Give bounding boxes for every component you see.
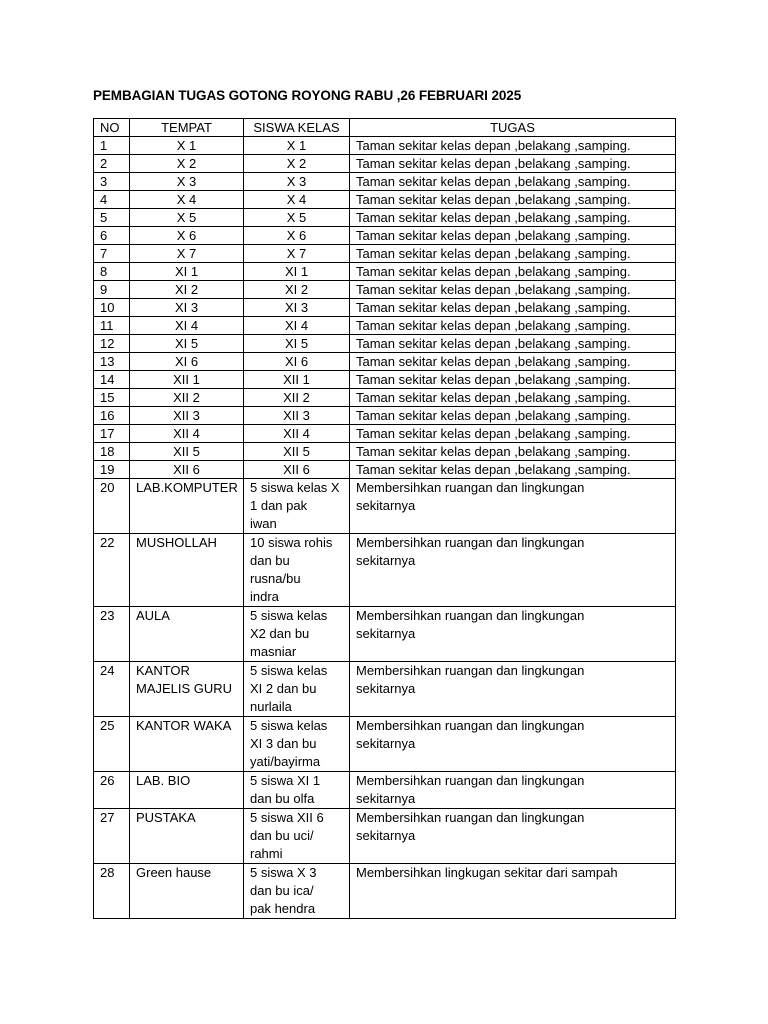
row-no: 11 — [94, 317, 130, 335]
row-siswa-kelas — [244, 864, 350, 919]
row-no: 24 — [94, 662, 130, 717]
row-siswa-kelas-line: nurlaila — [250, 699, 292, 714]
row-tempat — [130, 772, 244, 809]
row-no: 13 — [94, 353, 130, 371]
row-siswa-kelas: XII 4 — [244, 425, 350, 443]
row-tempat-line: LAB. BIO — [136, 773, 191, 788]
row-no: 27 — [94, 809, 130, 864]
row-no: 3 — [94, 173, 130, 191]
row-tugas: Taman sekitar kelas depan ,belakang ,samping. — [350, 425, 676, 443]
row-siswa-kelas-line: 5 siswa kelas — [250, 718, 328, 733]
row-siswa-kelas-line: dan bu ica/ — [250, 883, 314, 898]
row-tugas-line: sekitarnya — [356, 626, 416, 641]
row-no: 15 — [94, 389, 130, 407]
table-row — [94, 407, 676, 425]
table-row — [94, 137, 676, 155]
row-siswa-kelas-line: dan bu olfa — [250, 791, 315, 806]
row-tugas: Taman sekitar kelas depan ,belakang ,samping. — [350, 299, 676, 317]
table-row — [94, 299, 676, 317]
row-siswa-kelas-line: 5 siswa X 3 — [250, 865, 317, 880]
row-no: 26 — [94, 772, 130, 809]
row-tempat — [130, 864, 244, 919]
row-siswa-kelas: XI 3 — [244, 299, 350, 317]
row-tempat — [130, 534, 244, 607]
row-tempat — [130, 662, 244, 717]
table-row — [94, 389, 676, 407]
row-tugas: Taman sekitar kelas depan ,belakang ,samping. — [350, 389, 676, 407]
row-siswa-kelas-line: iwan — [250, 516, 277, 531]
row-tugas: Taman sekitar kelas depan ,belakang ,samping. — [350, 371, 676, 389]
row-tugas-line: sekitarnya — [356, 791, 416, 806]
table-header-row — [94, 119, 676, 137]
row-tugas — [350, 607, 676, 662]
row-siswa-kelas-line: 5 siswa kelas — [250, 608, 328, 623]
row-tugas-line: Membersihkan ruangan dan lingkungan — [356, 810, 585, 825]
row-siswa-kelas: X 5 — [244, 209, 350, 227]
row-tugas: Taman sekitar kelas depan ,belakang ,samping. — [350, 317, 676, 335]
row-tugas: Taman sekitar kelas depan ,belakang ,samping. — [350, 209, 676, 227]
table-row — [94, 772, 676, 809]
row-tempat: XI 1 — [130, 263, 244, 281]
row-tempat: X 4 — [130, 191, 244, 209]
row-tugas: Taman sekitar kelas depan ,belakang ,samping. — [350, 227, 676, 245]
row-no: 10 — [94, 299, 130, 317]
row-tempat — [130, 607, 244, 662]
row-no: 6 — [94, 227, 130, 245]
row-siswa-kelas: XI 5 — [244, 335, 350, 353]
row-no: 22 — [94, 534, 130, 607]
table-row — [94, 227, 676, 245]
row-siswa-kelas-line: pak hendra — [250, 901, 316, 916]
row-tempat: XII 3 — [130, 407, 244, 425]
table-row — [94, 209, 676, 227]
row-no: 7 — [94, 245, 130, 263]
row-tugas: Taman sekitar kelas depan ,belakang ,samping. — [350, 407, 676, 425]
table-row — [94, 191, 676, 209]
row-tempat-line: LAB.KOMPUTER — [136, 480, 238, 495]
row-tempat: X 2 — [130, 155, 244, 173]
row-siswa-kelas — [244, 662, 350, 717]
row-siswa-kelas: XI 4 — [244, 317, 350, 335]
row-siswa-kelas: XII 1 — [244, 371, 350, 389]
row-siswa-kelas — [244, 809, 350, 864]
row-tugas: Taman sekitar kelas depan ,belakang ,samping. — [350, 155, 676, 173]
table-row — [94, 317, 676, 335]
row-tempat: XII 4 — [130, 425, 244, 443]
row-siswa-kelas: XII 6 — [244, 461, 350, 479]
row-tempat: X 1 — [130, 137, 244, 155]
table-row — [94, 443, 676, 461]
row-siswa-kelas-line: masniar — [250, 644, 297, 659]
row-siswa-kelas — [244, 607, 350, 662]
row-tempat: X 7 — [130, 245, 244, 263]
table-row — [94, 425, 676, 443]
row-siswa-kelas-line: indra — [250, 589, 279, 604]
row-tempat-line: PUSTAKA — [136, 810, 196, 825]
row-no: 14 — [94, 371, 130, 389]
row-tempat: XII 6 — [130, 461, 244, 479]
table-row — [94, 809, 676, 864]
row-no: 2 — [94, 155, 130, 173]
table-row — [94, 461, 676, 479]
row-tempat: XI 3 — [130, 299, 244, 317]
row-siswa-kelas-line: 10 siswa rohis — [250, 535, 333, 550]
row-siswa-kelas: X 4 — [244, 191, 350, 209]
table-row — [94, 662, 676, 717]
row-tugas: Taman sekitar kelas depan ,belakang ,samping. — [350, 263, 676, 281]
row-tempat — [130, 717, 244, 772]
row-tugas — [350, 534, 676, 607]
row-siswa-kelas-line: X2 dan bu — [250, 626, 310, 641]
row-siswa-kelas: X 7 — [244, 245, 350, 263]
row-tugas — [350, 809, 676, 864]
row-siswa-kelas: X 1 — [244, 137, 350, 155]
row-tugas — [350, 864, 676, 919]
row-siswa-kelas-line: 1 dan pak — [250, 498, 308, 513]
row-no: 8 — [94, 263, 130, 281]
row-siswa-kelas-line: rahmi — [250, 846, 283, 861]
table-row — [94, 717, 676, 772]
row-tempat: X 6 — [130, 227, 244, 245]
table-row — [94, 534, 676, 607]
row-tugas: Taman sekitar kelas depan ,belakang ,samping. — [350, 461, 676, 479]
row-siswa-kelas — [244, 479, 350, 534]
row-tugas-line: sekitarnya — [356, 498, 416, 513]
row-tugas: Taman sekitar kelas depan ,belakang ,samping. — [350, 353, 676, 371]
row-siswa-kelas: XI 2 — [244, 281, 350, 299]
row-siswa-kelas: XI 6 — [244, 353, 350, 371]
row-tugas: Taman sekitar kelas depan ,belakang ,samping. — [350, 173, 676, 191]
table-row — [94, 263, 676, 281]
row-siswa-kelas — [244, 772, 350, 809]
table-row — [94, 607, 676, 662]
row-tugas: Taman sekitar kelas depan ,belakang ,samping. — [350, 281, 676, 299]
row-tempat — [130, 479, 244, 534]
row-siswa-kelas: X 3 — [244, 173, 350, 191]
row-siswa-kelas-line: XI 3 dan bu — [250, 736, 317, 751]
row-tempat-line: MAJELIS GURU — [136, 681, 233, 696]
row-tugas: Taman sekitar kelas depan ,belakang ,samping. — [350, 137, 676, 155]
row-tempat-line: AULA — [136, 608, 170, 623]
row-tempat-line: KANTOR — [136, 663, 190, 678]
row-tugas-line: sekitarnya — [356, 681, 416, 696]
row-tugas: Taman sekitar kelas depan ,belakang ,samping. — [350, 335, 676, 353]
row-tugas-line: Membersihkan ruangan dan lingkungan — [356, 535, 585, 550]
table-row — [94, 335, 676, 353]
row-tugas: Taman sekitar kelas depan ,belakang ,samping. — [350, 191, 676, 209]
header-tugas: TUGAS — [350, 119, 676, 137]
table-row — [94, 371, 676, 389]
row-tempat: X 5 — [130, 209, 244, 227]
row-no: 18 — [94, 443, 130, 461]
row-no: 19 — [94, 461, 130, 479]
task-table — [93, 118, 676, 919]
row-siswa-kelas-line: dan bu uci/ — [250, 828, 314, 843]
table-row — [94, 864, 676, 919]
row-tempat: XII 1 — [130, 371, 244, 389]
table-row — [94, 281, 676, 299]
row-no: 12 — [94, 335, 130, 353]
row-no: 16 — [94, 407, 130, 425]
row-tugas — [350, 717, 676, 772]
row-no: 1 — [94, 137, 130, 155]
row-tempat: XI 4 — [130, 317, 244, 335]
row-siswa-kelas — [244, 534, 350, 607]
row-tugas-line: sekitarnya — [356, 736, 416, 751]
row-siswa-kelas-line: 5 siswa XII 6 — [250, 810, 324, 825]
row-tempat: XII 2 — [130, 389, 244, 407]
row-siswa-kelas: XII 2 — [244, 389, 350, 407]
row-siswa-kelas-line: 5 siswa kelas X — [250, 480, 340, 495]
row-tempat-line: KANTOR WAKA — [136, 718, 232, 733]
table-row — [94, 155, 676, 173]
row-no: 9 — [94, 281, 130, 299]
row-tugas-line: Membersihkan ruangan dan lingkungan — [356, 480, 585, 495]
row-no: 28 — [94, 864, 130, 919]
row-tempat: XI 5 — [130, 335, 244, 353]
row-no: 25 — [94, 717, 130, 772]
row-tugas-line: Membersihkan ruangan dan lingkungan — [356, 773, 585, 788]
header-tempat: TEMPAT — [130, 119, 244, 137]
row-tempat-line: Green hause — [136, 865, 212, 880]
row-tugas-line: Membersihkan ruangan dan lingkungan — [356, 663, 585, 678]
row-tempat-line: MUSHOLLAH — [136, 535, 217, 550]
row-siswa-kelas: X 6 — [244, 227, 350, 245]
row-tugas — [350, 662, 676, 717]
row-tempat: X 3 — [130, 173, 244, 191]
row-siswa-kelas-line: dan bu — [250, 553, 290, 568]
row-siswa-kelas: XII 3 — [244, 407, 350, 425]
row-siswa-kelas: XII 5 — [244, 443, 350, 461]
row-tugas-line: sekitarnya — [356, 828, 416, 843]
table-row — [94, 353, 676, 371]
row-no: 23 — [94, 607, 130, 662]
row-siswa-kelas-line: yati/bayirma — [250, 754, 321, 769]
row-no: 4 — [94, 191, 130, 209]
row-siswa-kelas: X 2 — [244, 155, 350, 173]
row-siswa-kelas-line: 5 siswa kelas — [250, 663, 328, 678]
row-tugas: Taman sekitar kelas depan ,belakang ,samping. — [350, 245, 676, 263]
row-siswa-kelas: XI 1 — [244, 263, 350, 281]
row-no: 17 — [94, 425, 130, 443]
row-tugas — [350, 479, 676, 534]
header-siswa-kelas: SISWA KELAS — [244, 119, 350, 137]
row-no: 20 — [94, 479, 130, 534]
row-no: 5 — [94, 209, 130, 227]
row-tempat: XII 5 — [130, 443, 244, 461]
table-row — [94, 245, 676, 263]
row-tugas-line: sekitarnya — [356, 553, 416, 568]
row-tugas-line: Membersihkan ruangan dan lingkungan — [356, 608, 585, 623]
row-tugas — [350, 772, 676, 809]
row-tugas: Taman sekitar kelas depan ,belakang ,samping. — [350, 443, 676, 461]
row-tempat — [130, 809, 244, 864]
row-tugas-line: Membersihkan lingkugan sekitar dari sampah — [356, 865, 618, 880]
row-tempat: XI 2 — [130, 281, 244, 299]
row-siswa-kelas — [244, 717, 350, 772]
row-siswa-kelas-line: rusna/bu — [250, 571, 301, 586]
row-tugas-line: Membersihkan ruangan dan lingkungan — [356, 718, 585, 733]
table-row — [94, 173, 676, 191]
table-row — [94, 479, 676, 534]
row-siswa-kelas-line: 5 siswa XI 1 — [250, 773, 321, 788]
header-no: NO — [94, 119, 130, 137]
row-tempat: XI 6 — [130, 353, 244, 371]
document-title: PEMBAGIAN TUGAS GOTONG ROYONG RABU ,26 FEBRUARI 2025 — [93, 88, 522, 103]
row-siswa-kelas-line: XI 2 dan bu — [250, 681, 317, 696]
